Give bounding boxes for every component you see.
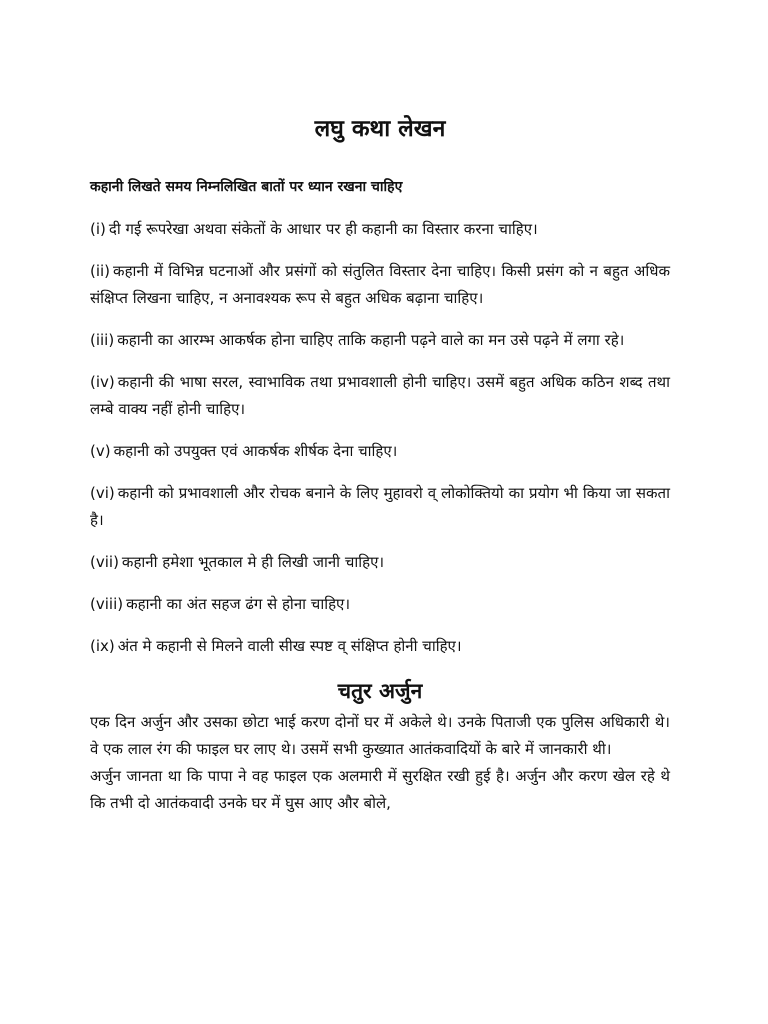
- list-item: [90, 633, 670, 660]
- story-section: [90, 675, 670, 817]
- list-item-text: कहानी की भाषा सरल, स्वाभाविक तथा प्रभावशाली होनी चाहिए। उसमें बहुत अधिक कठिन शब्द तथा लम्बे वाक्य नहीं होनी चाहिए।: [90, 373, 670, 418]
- list-item-number: (vii): [90, 553, 119, 571]
- list-item-number: (vi): [90, 484, 115, 502]
- list-item-text: कहानी को उपयुक्त एवं आकर्षक शीर्षक देना चाहिए।: [113, 442, 398, 460]
- intro-heading: कहानी लिखते समय निम्नलिखित बातों पर ध्यान रखना चाहिए: [90, 179, 403, 195]
- list-item: [90, 216, 670, 243]
- list-item-number: (v): [90, 442, 111, 460]
- list-item-text: कहानी का अंत सहज ढंग से होना चाहिए।: [126, 595, 351, 613]
- page-title: लघु कथा लेखन: [314, 116, 446, 142]
- rules-list: [90, 216, 670, 660]
- list-item-text: दी गई रूपरेखा अथवा संकेतों के आधार पर ही कहानी का विस्तार करना चाहिए।: [108, 220, 538, 238]
- list-item: [90, 258, 670, 312]
- list-item-number: (viii): [90, 595, 124, 613]
- list-item-number: (ix): [90, 637, 115, 655]
- list-item: [90, 369, 670, 423]
- list-item-number: (i): [90, 220, 106, 238]
- list-item: [90, 549, 670, 576]
- story-paragraph: अर्जुन जानता था कि पापा ने वह फाइल एक अलमारी में सुरक्षित रखी हुई है। अर्जुन और करण खेल रहे थे कि तभी दो आतंकवादी उनके घर में घुस आए और बोले,: [90, 767, 670, 812]
- list-item-number: (iii): [90, 331, 115, 349]
- list-item-text: कहानी हमेशा भूतकाल मे ही लिखी जानी चाहिए।: [121, 553, 385, 571]
- story-title: चतुर अर्जुन: [337, 679, 423, 703]
- list-item-text: कहानी का आरम्भ आकर्षक होना चाहिए ताकि कहानी पढ़ने वाले का मन उसे पढ़ने में लगा रहे।: [117, 331, 625, 349]
- list-item: [90, 327, 670, 354]
- list-item: [90, 480, 670, 534]
- list-item-number: (ii): [90, 262, 111, 280]
- list-item-text: कहानी को प्रभावशाली और रोचक बनाने के लिए मुहावरो व् लोकोक्तियो का प्रयोग भी किया जा सकता है।: [90, 484, 670, 529]
- story-paragraph: एक दिन अर्जुन और उसका छोटा भाई करण दोनों घर में अकेले थे। उनके पिताजी एक पुलिस अधिकारी थे। वे एक लाल रंग की फाइल घर लाए थे। उसमें सभी कुख्यात आतंकवादियों के बारे में जानकारी थी।: [90, 713, 670, 758]
- list-item: [90, 438, 670, 465]
- list-item: [90, 591, 670, 618]
- list-item-text: अंत मे कहानी से मिलने वाली सीख स्पष्ट व् संक्षिप्त होनी चाहिए।: [117, 637, 462, 655]
- list-item-text: कहानी में विभिन्न घटनाओं और प्रसंगों को संतुलित विस्तार देना चाहिए। किसी प्रसंग को न बहुत अधिक संक्षिप्त लिखना चाहिए, न अनावश्यक रूप से बहुत अधिक बढ़ाना चाहिए।: [90, 262, 670, 307]
- list-item-number: (iv): [90, 373, 115, 391]
- document-page: [90, 112, 670, 817]
